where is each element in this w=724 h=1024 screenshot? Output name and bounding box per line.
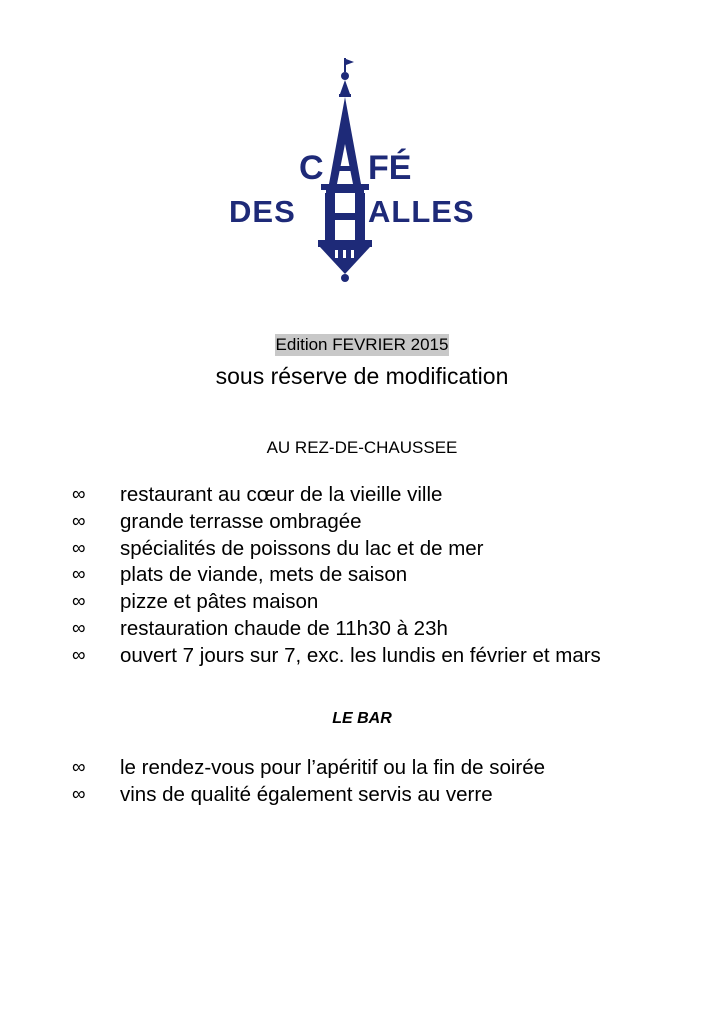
infinity-bullet-icon: ∞ [72, 783, 86, 805]
edition-line [0, 334, 724, 356]
list-item-text: le rendez-vous pour l’apéritif ou la fin de soirée [120, 756, 546, 779]
list-item-text: vins de qualité également servis au verre [120, 782, 493, 806]
infinity-bullet-icon: ∞ [72, 564, 86, 586]
cafe-des-halles-logo [222, 56, 502, 288]
list-item-text: grande terrasse ombragée [120, 509, 362, 533]
edition-label: Edition FEVRIER 2015 [275, 335, 449, 354]
list-item-text: ouvert 7 jours sur 7, exc. les lundis en février et mars [120, 643, 601, 667]
infinity-bullet-icon: ∞ [72, 591, 86, 613]
logo-letter-c: C [299, 149, 324, 187]
infinity-bullet-icon: ∞ [72, 644, 86, 666]
logo-letters-fe: FÉ [368, 149, 412, 187]
infinity-bullet-icon: ∞ [72, 757, 86, 778]
infinity-bullet-icon: ∞ [72, 617, 86, 639]
list-item-text: restaurant au cœur de la vieille ville [120, 483, 443, 506]
reserve-note: sous réserve de modification [215, 363, 509, 389]
list-item-text: plats de viande, mets de saison [120, 563, 408, 587]
infinity-bullet-icon: ∞ [72, 484, 86, 505]
rez-de-chaussee-heading: AU REZ-DE-CHAUSSEE [266, 438, 458, 457]
list-item-text: spécialités de poissons du lac et de mer [120, 536, 484, 560]
list-item-text: pizze et pâtes maison [120, 590, 319, 614]
logo-word-des: DES [229, 194, 296, 229]
infinity-bullet-icon: ∞ [72, 537, 86, 559]
infinity-bullet-icon: ∞ [72, 510, 86, 532]
bar-heading: LE BAR [332, 710, 392, 727]
list-item-text: restauration chaude de 11h30 à 23h [120, 616, 448, 640]
tower-emblem-icon [222, 56, 502, 288]
logo-letters-alles: ALLES [368, 194, 475, 229]
